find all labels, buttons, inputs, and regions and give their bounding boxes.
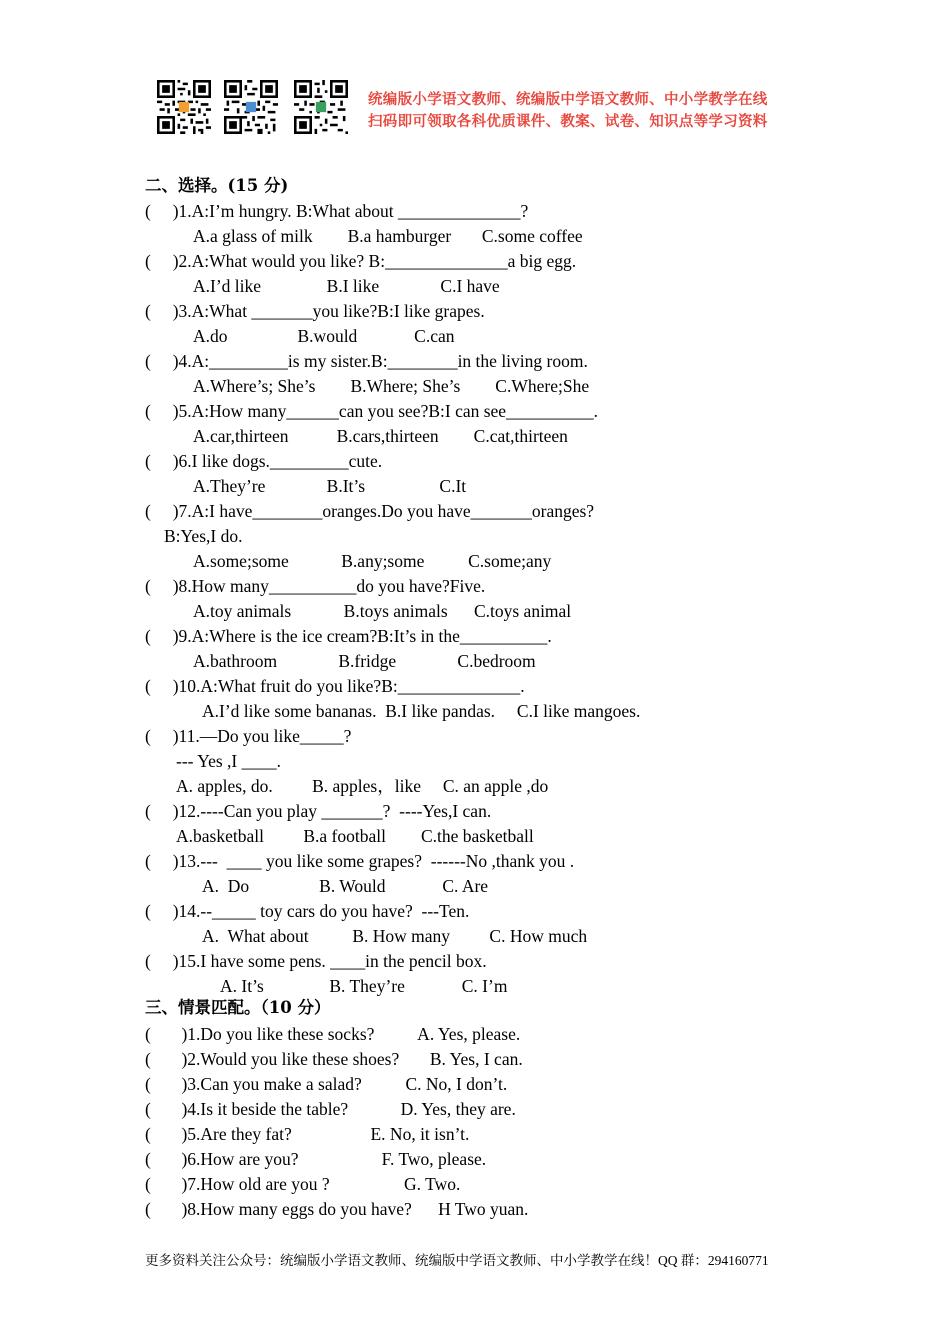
options-line: A.They’re B.It’s C.It — [193, 476, 467, 496]
matching-line: ( )6.How are you? F. Two, please. — [145, 1149, 487, 1169]
question-line: ( )8.How many__________do you have?Five. — [145, 576, 486, 596]
matching-line: ( )1.Do you like these socks? A. Yes, please. — [145, 1024, 521, 1044]
options-line: A. It’s B. They’re C. I’m — [220, 976, 508, 996]
qr-code-3 — [294, 80, 348, 134]
options-line: A. What about B. How many C. How much — [202, 926, 588, 946]
options-line: A.toy animals B.toys animals C.toys animal — [193, 601, 572, 621]
qr-code-1 — [157, 80, 211, 134]
question-line: ( )12.----Can you play _______? ----Yes,I can. — [145, 801, 492, 821]
options-line: A.basketball B.a football C.the basketball — [176, 826, 534, 846]
question-line: ( )6.I like dogs._________cute. — [145, 451, 383, 471]
question-line: ( )15.I have some pens. ____in the pencil box. — [145, 951, 487, 971]
matching-line: ( )4.Is it beside the table? D. Yes, they are. — [145, 1099, 516, 1119]
question-line: ( )11.—Do you like_____? — [145, 726, 352, 746]
options-line: A.bathroom B.fridge C.bedroom — [193, 651, 536, 671]
qr-code-2 — [224, 80, 278, 134]
promo-line-2: 扫码即可领取各科优质课件、教案、试卷、知识点等学习资料 — [368, 114, 768, 130]
question-line: --- Yes ,I ____. — [176, 751, 281, 771]
options-line: A.I’d like some bananas. B.I like pandas. C.I like mangoes. — [202, 701, 641, 721]
section-title: 二、选择。(15 分) — [145, 176, 289, 195]
options-line: A.Where’s; She’s B.Where; She’s C.Where;She — [193, 376, 590, 396]
options-line: A.do B.would C.can — [193, 326, 455, 346]
question-line: ( )9.A:Where is the ice cream?B:It’s in the__________. — [145, 626, 552, 646]
question-line: ( )1.A:I’m hungry. B:What about ______________? — [145, 201, 529, 221]
matching-line: ( )5.Are they fat? E. No, it isn’t. — [145, 1124, 470, 1144]
options-line: A.a glass of milk B.a hamburger C.some coffee — [193, 226, 583, 246]
matching-line: ( )2.Would you like these shoes? B. Yes, I can. — [145, 1049, 523, 1069]
options-line: A.I’d like B.I like C.I have — [193, 276, 500, 296]
question-line: ( )3.A:What _______you like?B:I like grapes. — [145, 301, 485, 321]
options-line: A. Do B. Would C. Are — [202, 876, 489, 896]
footer-text: 更多资料关注公众号：统编版小学语文教师、统编版中学语文教师、中小学教学在线！QQ 群：294160771 — [145, 1253, 769, 1268]
options-line: A.some;some B.any;some C.some;any — [193, 551, 552, 571]
matching-line: ( )7.How old are you ? G. Two. — [145, 1174, 461, 1194]
matching-line: ( )3.Can you make a salad? C. No, I don’t. — [145, 1074, 508, 1094]
section-title: 三、情景匹配。（10 分） — [145, 998, 331, 1017]
question-line: ( )5.A:How many______can you see?B:I can see__________. — [145, 401, 598, 421]
question-line: ( )4.A:_________is my sister.B:________in the living room. — [145, 351, 588, 371]
options-line: A. apples, do. B. apples，like C. an apple ,do — [176, 776, 549, 796]
question-line: ( )13.--- ____ you like some grapes? ------No ,thank you . — [145, 851, 575, 871]
promo-line-1: 统编版小学语文教师、统编版中学语文教师、中小学教学在线 — [368, 92, 768, 108]
options-line: A.car,thirteen B.cars,thirteen C.cat,thirteen — [193, 426, 568, 446]
question-line: ( )7.A:I have________oranges.Do you have_______oranges? — [145, 501, 595, 521]
question-line: ( )10.A:What fruit do you like?B:______________. — [145, 676, 525, 696]
question-line: B:Yes,I do. — [164, 526, 243, 546]
matching-line: ( )8.How many eggs do you have? H Two yuan. — [145, 1199, 529, 1219]
question-line: ( )2.A:What would you like? B:______________a big egg. — [145, 251, 577, 271]
question-line: ( )14.--_____ toy cars do you have? ---Ten. — [145, 901, 470, 921]
